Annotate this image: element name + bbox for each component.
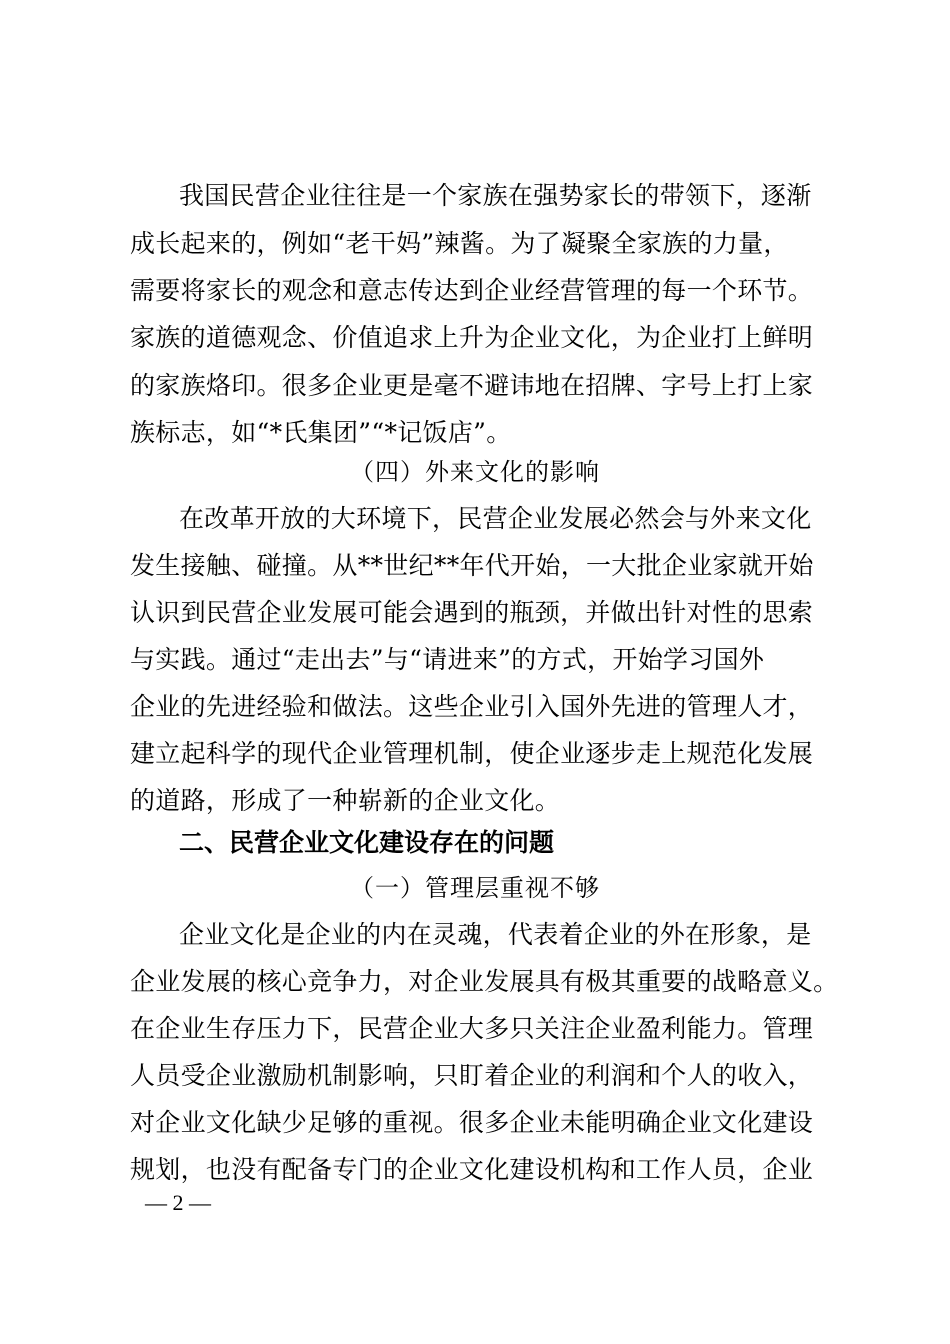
page-number: — 2 — xyxy=(145,1190,211,1215)
paragraph-1-line-5: 的家族烙印。很多企业更是毫不避讳地在招牌、字号上打上家 xyxy=(130,371,814,400)
paragraph-3-line-3: 在企业生存压力下，民营企业大多只关注企业盈利能力。管理 xyxy=(130,1014,814,1043)
paragraph-2-line-2: 发生接触、碰撞。从**世纪**年代开始，一大批企业家就开始 xyxy=(130,551,814,580)
paragraph-2-line-4: 与实践。通过“走出去”与“请进来”的方式，开始学习国外 xyxy=(130,645,765,674)
paragraph-1-line-6: 族标志，如“*氏集团”“*记饭店”。 xyxy=(130,418,512,447)
subheading-foreign-culture: （四）外来文化的影响 xyxy=(350,458,600,486)
paragraph-3-line-6: 规划，也没有配备专门的企业文化建设机构和工作人员，企业 xyxy=(130,1155,814,1184)
paragraph-3-line-4: 人员受企业激励机制影响，只盯着企业的利润和个人的收入， xyxy=(130,1061,814,1090)
paragraph-1-line-3: 需要将家长的观念和意志传达到企业经营管理的每一个环节。 xyxy=(130,276,814,305)
paragraph-1-line-2: 成长起来的，例如“老干妈”辣酱。为了凝聚全家族的力量， xyxy=(130,229,789,258)
paragraph-3-line-1: 企业文化是企业的内在灵魂，代表着企业的外在形象，是 xyxy=(179,920,812,949)
paragraph-1-line-1: 我国民营企业往往是一个家族在强势家长的带领下，逐渐 xyxy=(179,181,812,210)
paragraph-2-line-3: 认识到民营企业发展可能会遇到的瓶颈，并做出针对性的思索 xyxy=(130,598,814,627)
paragraph-2-line-6: 建立起科学的现代企业管理机制，使企业逐步走上规范化发展 xyxy=(130,739,814,768)
paragraph-2-line-1: 在改革开放的大环境下，民营企业发展必然会与外来文化 xyxy=(179,504,812,533)
paragraph-3-line-2: 企业发展的核心竞争力，对企业发展具有极其重要的战略意义。 xyxy=(130,967,839,996)
paragraph-3-line-5: 对企业文化缺少足够的重视。很多企业未能明确企业文化建设 xyxy=(130,1108,814,1137)
paragraph-2-line-5: 企业的先进经验和做法。这些企业引入国外先进的管理人才， xyxy=(130,692,814,721)
section-heading-problems: 二、民营企业文化建设存在的问题 xyxy=(179,828,555,857)
paragraph-1-line-4: 家族的道德观念、价值追求上升为企业文化，为企业打上鲜明 xyxy=(130,323,814,352)
subheading-management-attention: （一）管理层重视不够 xyxy=(350,874,600,902)
paragraph-2-line-7: 的道路，形成了一种崭新的企业文化。 xyxy=(130,786,561,815)
